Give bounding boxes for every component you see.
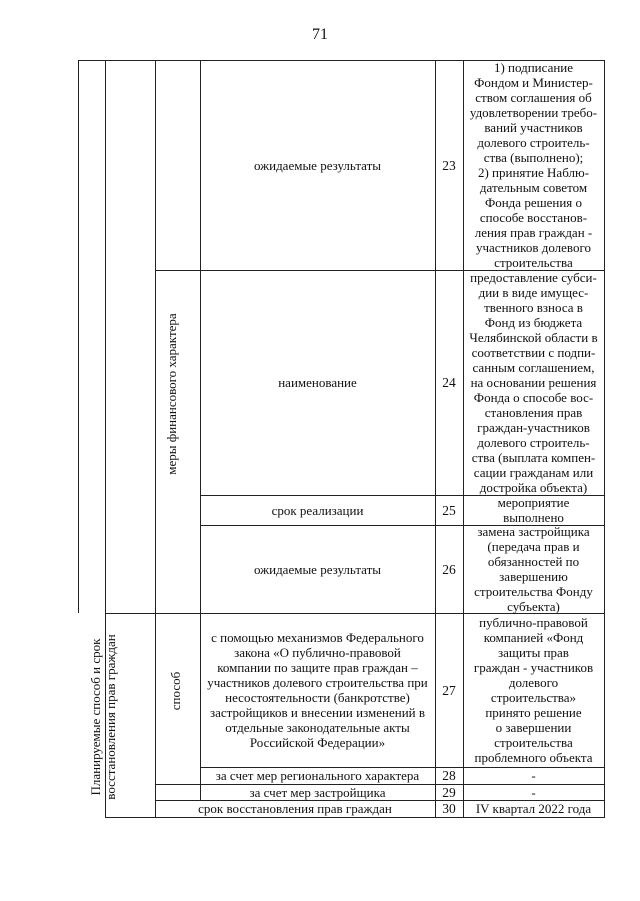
column-divider <box>155 60 156 817</box>
cell-text-line: удовлетворении требо- <box>469 105 598 120</box>
cell-text-line: Фонда о способе вос- <box>473 390 594 405</box>
cell-text-line: строительства» <box>490 690 577 705</box>
row-value: IV квартал 2022 года <box>475 801 592 816</box>
cell-text-line: завершению <box>499 569 568 584</box>
cell-text-line: граждан-участников <box>477 420 590 435</box>
cell-text-line: Фонда решения о <box>484 195 583 210</box>
cell-text-line: защиты прав <box>498 645 569 660</box>
cell-text-line: становления прав <box>484 405 583 420</box>
cell-text-line: о завершении <box>495 720 572 735</box>
cell-text-line: (передача прав и <box>487 539 580 554</box>
row-value <box>463 613 604 767</box>
cell-text-line: застройщиков и внесении изменений в <box>209 705 426 720</box>
cell-text-line: ства (выплата компен- <box>471 450 596 465</box>
financial-measures-label: меры финансового характера <box>164 313 179 475</box>
cell-text-line: на основании решения <box>470 375 597 390</box>
cell-text-line: принято решение <box>485 705 582 720</box>
row-number: 29 <box>442 784 456 800</box>
cell-text-line: дательным советом <box>479 180 588 195</box>
cell-text-line: долевого строитель- <box>477 135 590 150</box>
cell-text-line: твенного взноса в <box>484 300 583 315</box>
row-value: - <box>531 784 536 800</box>
row-label: за счет мер застройщика <box>249 784 386 800</box>
row-label: срок реализации <box>271 502 364 518</box>
cell-text-line: соответствии с подпи- <box>471 345 596 360</box>
row-label: срок восстановления прав граждан <box>198 801 392 816</box>
row-value: - <box>531 768 536 783</box>
row-number: 30 <box>442 801 456 816</box>
cell-text-line: достройка объекта) <box>479 480 588 495</box>
cell-text-line: обязанностей по <box>487 554 580 569</box>
row-label: наименование <box>278 375 357 390</box>
row-value <box>463 60 604 270</box>
cell-text-line: строительства <box>494 255 573 270</box>
cell-text-line: долевого строитель- <box>477 435 590 450</box>
cell-text-line: с помощью механизмов Федерального <box>211 630 424 645</box>
cell-text-line: выполнено <box>503 510 564 525</box>
cell-text-line: Российской Федерации» <box>249 735 386 750</box>
cell-text-line: участников долевого <box>476 240 591 255</box>
cell-text-line: отдельные законодательные акты <box>225 720 410 735</box>
row-value <box>463 270 604 495</box>
row-number: 24 <box>442 375 456 390</box>
table-border-bottom <box>105 817 605 818</box>
cell-text-line: способе восстанов- <box>479 210 588 225</box>
cell-text-line: субъекта) <box>507 599 560 614</box>
cell-text-line: граждан - участников <box>473 660 594 675</box>
cell-text-line: закона «О публично-правовой <box>234 645 401 660</box>
cell-text-line: строительства Фонду <box>474 584 593 599</box>
cell-text-line: публично-правовой <box>479 615 588 630</box>
cell-text-line: несостоятельности (банкротстве) <box>225 690 410 705</box>
cell-text-line: участников долевого строительства при <box>207 675 428 690</box>
cell-text-line: Фонд из бюджета <box>484 315 583 330</box>
cell-text-line: проблемного объекта <box>474 750 593 765</box>
row-value <box>463 495 604 525</box>
row-number: 25 <box>442 502 456 518</box>
cell-text-line: ством соглашения об <box>475 90 592 105</box>
cell-text-line: строительства <box>494 735 573 750</box>
cell-text-line: ваний участников <box>484 120 583 135</box>
cell-text-line: 1) подписание <box>493 60 574 75</box>
row-label: ожидаемые результаты <box>253 561 382 577</box>
cell-text-line: дии в виде имущес- <box>478 285 589 300</box>
cell-text-line: замена застройщика <box>477 524 590 539</box>
method-label: способ <box>168 671 183 711</box>
row-label: за счет мер регионального характера <box>215 768 420 783</box>
cell-text-line: Фондом и Министер- <box>474 75 593 90</box>
table-border-right <box>604 60 605 818</box>
cell-text-line: мероприятие <box>497 495 570 510</box>
row-value <box>463 525 604 613</box>
row-number: 28 <box>442 768 456 783</box>
cell-text-line: компании по защите прав граждан – <box>217 660 418 675</box>
row-label: ожидаемые результаты <box>253 157 382 173</box>
cell-text-line: 2) принятие Наблю- <box>477 165 590 180</box>
cell-text-line: сации гражданам или <box>473 465 594 480</box>
page-number: 71 <box>312 26 328 43</box>
column-divider <box>78 60 79 613</box>
row-label <box>200 613 435 767</box>
cell-text-line: санным соглашением, <box>472 360 595 375</box>
row-number: 27 <box>442 682 456 698</box>
cell-text-line: Челябинской области в <box>469 330 598 345</box>
cell-text-line: предоставление субси- <box>470 270 597 285</box>
cell-text-line: ления прав граждан - <box>474 225 593 240</box>
cell-text-line: ства (выполнено); <box>483 150 584 165</box>
row-number: 23 <box>442 157 456 173</box>
row-number: 26 <box>442 561 456 577</box>
cell-text-line: компанией «Фонд <box>483 630 584 645</box>
planned-method-label: Планируемые способ и срок восстановления прав граждан <box>88 634 118 800</box>
cell-text-line: долевого <box>508 675 559 690</box>
